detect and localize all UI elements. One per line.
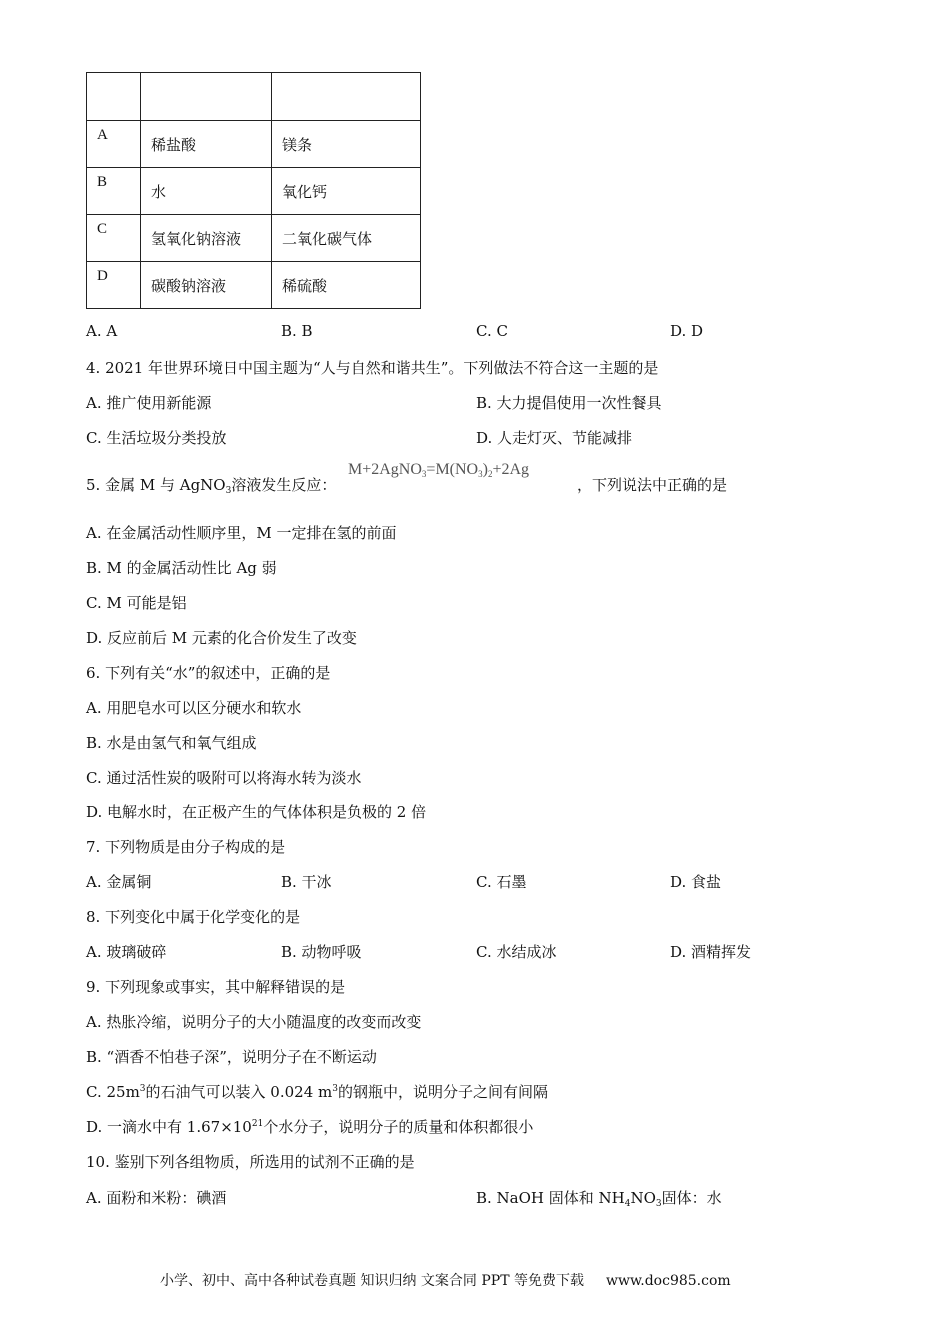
q5-option-c: C. M 可能是铝 <box>86 594 187 612</box>
q8-option-c: C. 水结成冰 <box>476 943 557 961</box>
table-header-cell <box>272 73 421 121</box>
q7-option-c: C. 石墨 <box>476 873 527 891</box>
table-cell: 稀盐酸 <box>141 121 272 168</box>
q9-option-d <box>86 1116 533 1137</box>
subscript: 3 <box>478 469 483 479</box>
table-row <box>87 121 421 168</box>
q5-stem <box>86 474 336 496</box>
text-part: 的钢瓶中，说明分子之间有间隔 <box>337 1083 548 1101</box>
q4-option-c: C. 生活垃圾分类投放 <box>86 429 227 447</box>
equation-part: M+2AgNO <box>348 461 422 478</box>
q4-option-d: D. 人走灯灭、节能减排 <box>476 429 633 447</box>
table-row <box>87 215 421 262</box>
q6-option-d: D. 电解水时，在正极产生的气体体积是负极的 2 倍 <box>86 803 427 821</box>
footer-text: 小学、初中、高中各种试卷真题 知识归纳 文案合同 PPT 等免费下载 <box>160 1273 584 1289</box>
q5-option-d: D. 反应前后 M 元素的化合价发生了改变 <box>86 629 357 647</box>
q7-option-b: B. 干冰 <box>281 873 332 891</box>
q10-stem: 10. 鉴别下列各组物质，所选用的试剂不正确的是 <box>86 1153 415 1171</box>
text-part: NO <box>630 1189 656 1207</box>
q7-stem: 7. 下列物质是由分子构成的是 <box>86 838 286 856</box>
q4-option-a: A. 推广使用新能源 <box>86 394 212 412</box>
q7-option-d: D. 食盐 <box>670 873 722 891</box>
row-label: D <box>87 262 141 309</box>
q3-option-b: B. B <box>281 322 313 340</box>
table-cell: 水 <box>141 168 272 215</box>
equation-part: =M(NO <box>426 461 479 478</box>
footer-url[interactable]: www.doc985.com <box>605 1273 731 1289</box>
subscript: 3 <box>225 486 232 496</box>
q3-option-a: A. A <box>86 322 118 340</box>
q7-option-a: A. 金属铜 <box>86 873 152 891</box>
subscript: 3 <box>655 1199 662 1209</box>
q5-option-b: B. M 的金属活动性比 Ag 弱 <box>86 559 277 577</box>
table-cell: 镁条 <box>272 121 421 168</box>
text-part: C. 25m <box>86 1083 140 1101</box>
superscript: 21 <box>251 1119 264 1129</box>
q9-option-b: B. “酒香不怕巷子深”，说明分子在不断运动 <box>86 1048 377 1066</box>
table-header-row <box>87 73 421 121</box>
equation-part: +2Ag <box>492 461 530 478</box>
q4-option-b: B. 大力提倡使用一次性餐具 <box>476 394 662 412</box>
q9-option-c <box>86 1081 548 1102</box>
subscript: 2 <box>487 469 493 479</box>
q3-option-c: C. C <box>476 322 508 340</box>
equation-part: ) <box>482 461 488 478</box>
q5-stem-tail: ，下列说法中正确的是 <box>577 476 728 494</box>
q5-stem-part: 溶液发生反应： <box>231 476 337 494</box>
superscript: 3 <box>139 1084 146 1094</box>
q8-option-d: D. 酒精挥发 <box>670 943 752 961</box>
q6-option-b: B. 水是由氢气和氧气组成 <box>86 734 257 752</box>
table-cell: 二氧化碳气体 <box>272 215 421 262</box>
text-part: 固体：水 <box>661 1189 722 1207</box>
text-part: 个水分子，说明分子的质量和体积都很小 <box>263 1118 534 1136</box>
q6-stem: 6. 下列有关“水”的叙述中，正确的是 <box>86 664 331 682</box>
q3-option-d: D. D <box>670 322 704 340</box>
options-table <box>86 72 421 309</box>
q9-option-a: A. 热胀冷缩，说明分子的大小随温度的改变而改变 <box>86 1013 422 1031</box>
q5-option-a: A. 在金属活动性顺序里，M 一定排在氢的前面 <box>86 524 397 542</box>
subscript: 3 <box>421 469 427 479</box>
q8-option-b: B. 动物呼吸 <box>281 943 362 961</box>
q8-stem: 8. 下列变化中属于化学变化的是 <box>86 908 301 926</box>
row-label: A <box>87 121 141 168</box>
q8-option-a: A. 玻璃破碎 <box>86 943 167 961</box>
row-label: C <box>87 215 141 262</box>
table-cell: 稀硫酸 <box>272 262 421 309</box>
q4-stem: 4. 2021 年世界环境日中国主题为“人与自然和谐共生”。下列做法不符合这一主题的是 <box>86 359 659 377</box>
page-footer <box>160 1270 731 1290</box>
table-row <box>87 262 421 309</box>
row-label: B <box>87 168 141 215</box>
table-header-cell <box>87 73 141 121</box>
table-cell: 氧化钙 <box>272 168 421 215</box>
table-row <box>87 168 421 215</box>
superscript: 3 <box>332 1084 338 1094</box>
q9-stem: 9. 下列现象或事实，其中解释错误的是 <box>86 978 346 996</box>
table-header-cell <box>141 73 272 121</box>
text-part: 的石油气可以装入 0.024 m <box>145 1083 333 1101</box>
table-cell: 氢氧化钠溶液 <box>141 215 272 262</box>
text-part: B. NaOH 固体和 NH <box>476 1189 625 1207</box>
q5-equation <box>348 461 529 479</box>
q5-stem-part: 5. 金属 M 与 AgNO <box>86 476 226 494</box>
q10-option-a: A. 面粉和米粉：碘酒 <box>86 1189 227 1207</box>
q6-option-a: A. 用肥皂水可以区分硬水和软水 <box>86 699 302 717</box>
q10-option-b <box>476 1187 722 1209</box>
text-part: D. 一滴水中有 1.67×10 <box>86 1118 252 1136</box>
q6-option-c: C. 通过活性炭的吸附可以将海水转为淡水 <box>86 769 362 787</box>
table-cell: 碳酸钠溶液 <box>141 262 272 309</box>
subscript: 4 <box>624 1199 631 1209</box>
